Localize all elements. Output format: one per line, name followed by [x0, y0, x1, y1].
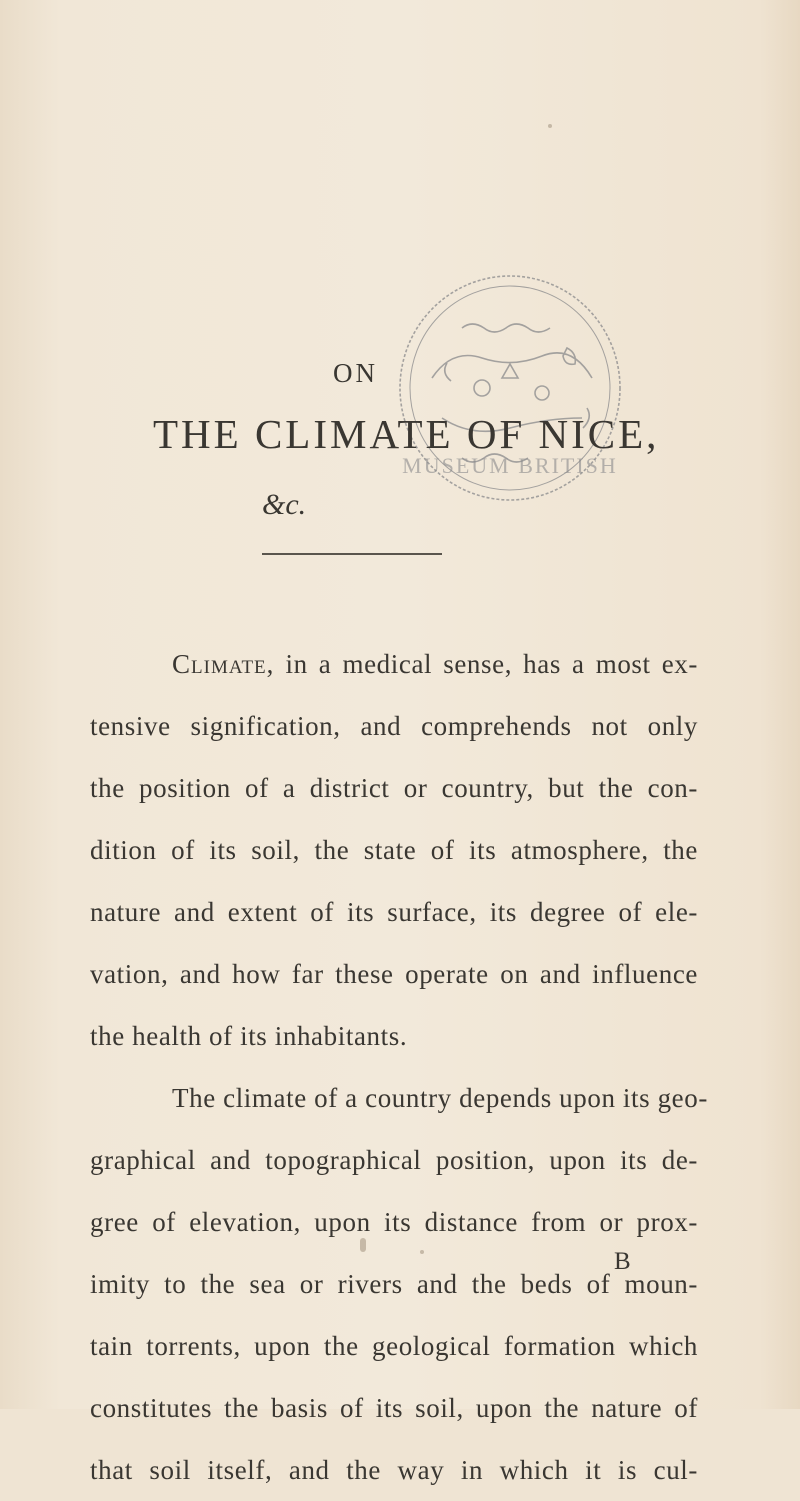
text-line: the health of its inhabitants.: [90, 1021, 408, 1051]
text-line: vation, and how far these operate on and influence: [90, 959, 698, 989]
page-title: THE CLIMATE OF NICE,: [153, 411, 660, 457]
text-line: Climate, in a medical sense, has a most ex-: [172, 649, 698, 679]
text-line: dition of its soil, the state of its atmosphere, the: [90, 835, 698, 865]
title-prefix: ON: [333, 358, 378, 388]
svg-text:MUSEUM BRITISH: MUSEUM BRITISH: [402, 453, 618, 478]
title-etc: &c.: [262, 488, 307, 521]
title-divider: [262, 553, 442, 555]
body-text: [90, 633, 708, 1501]
text-line: imity to the sea or rivers and the beds of moun-: [90, 1269, 698, 1299]
text-line: nature and extent of its surface, its degree of ele-: [90, 897, 698, 927]
paper-speck: [360, 1238, 366, 1252]
library-stamp: [392, 268, 628, 514]
text-line: graphical and topographical position, upon its de-: [90, 1145, 698, 1175]
text-line: gree of elevation, upon its distance from or prox-: [90, 1207, 698, 1237]
text-line: constitutes the basis of its soil, upon the nature of: [90, 1393, 698, 1423]
library-stamp-icon: [392, 268, 628, 514]
text-line: The climate of a country depends upon its geo-: [172, 1083, 708, 1113]
paper-speck: [548, 124, 552, 128]
signature-mark: B: [614, 1248, 631, 1275]
drop-word: Climate,: [172, 649, 275, 679]
text-line: the position of a district or country, but the con-: [90, 773, 698, 803]
paper-speck: [420, 1250, 424, 1254]
text-line: tain torrents, upon the geological formation which: [90, 1331, 698, 1361]
text-line: tensive signification, and comprehends not only: [90, 711, 698, 741]
text-line: that soil itself, and the way in which it is cul-: [90, 1455, 698, 1485]
